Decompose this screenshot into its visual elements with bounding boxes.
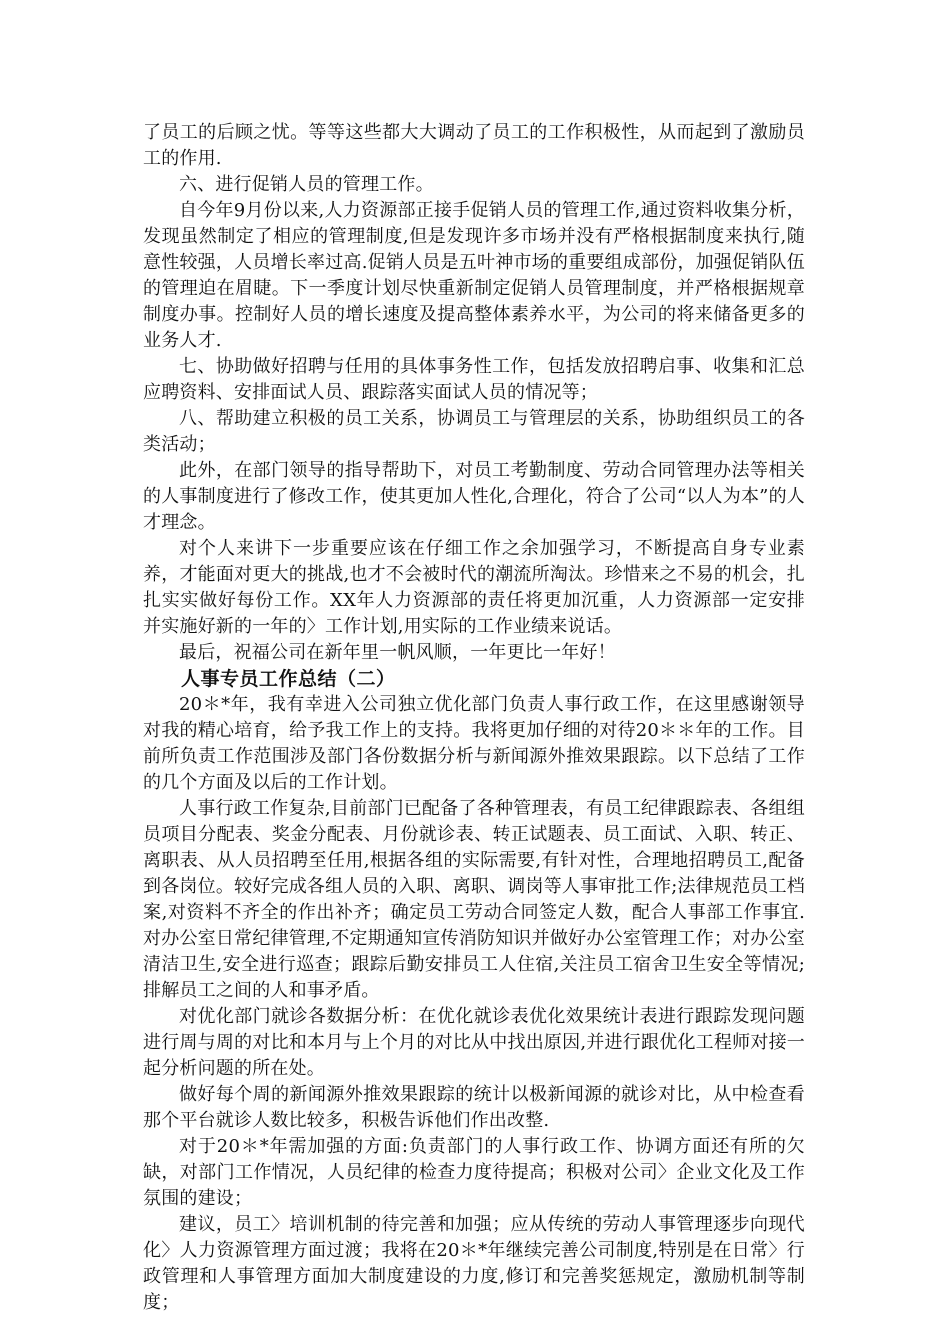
closing-paragraph: 最后，祝福公司在新年里一帆风顺，一年更比一年好！ bbox=[179, 642, 616, 663]
paragraph: 对个人来讲下一步重要应该在仔细工作之余加强学习，不断提高自身专业素养，才能面对更大的挑战,也才不会被时代的潮流所淘汰。珍惜来之不易的机会，扎扎实实做好每份工作。XX年人力资源部的责任将更加沉重，人力资源部一定安排并实施好新的一年的〉工作计划,用实际的工作业绩来说话。 bbox=[143, 538, 805, 637]
section-seven-paragraph: 七、协助做好招聘与任用的具体事务性工作，包括发放招聘启事、收集和汇总应聘资料、安排面试人员、跟踪落实面试人员的情况等； bbox=[143, 356, 805, 403]
paragraph: 建议，员工〉培训机制的待完善和加强；应从传统的劳动人事管理逐步向现代化〉人力资源管理方面过渡；我将在20＊*年继续完善公司制度,特别是在日常〉行政管理和人事管理方面加大制度建设的力度,修订和完善奖惩规定，激励机制等制度； bbox=[143, 1214, 805, 1313]
paragraph-continuation: 了员工的后顾之忧。等等这些都大大调动了员工的工作积极性，从而起到了激励员工的作用. bbox=[143, 122, 805, 169]
paragraph: 人事行政工作复杂,目前部门已配备了各种管理表，有员工纪律跟踪表、各组组员项目分配表、奖金分配表、月份就诊表、转正试题表、员工面试、入职、转正、离职表、从人员招聘至任用,根据各组的实际需要,有针对性，合理地招聘员工,配备到各岗位。较好完成各组人员的入职、离职、调岗等人事审批工作;法律规范员工档案,对资料不齐全的作出补齐；确定员工劳动合同签定人数，配合人事部工作事宜.对办公室日常纪律管理,不定期通知宣传消防知识并做好办公室管理工作；对办公室清洁卫生,安全进行巡查；跟踪后勤安排员工人住宿,关注员工宿舍卫生安全等情况;排解员工之间的人和事矛盾。 bbox=[143, 798, 805, 1001]
paragraph: 自今年9月份以来,人力资源部正接手促销人员的管理工作,通过资料收集分析，发现虽然制定了相应的管理制度,但是发现许多市场并没有严格根据制度来执行,随意性较强，人员增长率过高.促销人员是五叶神市场的重要组成部份，加强促销队伍的管理迫在眉睫。下一季度计划尽快重新制定促销人员管理制度，并严格根据规章制度办事。控制好人员的增长速度及提高整体素养水平，为公司的将来储备更多的业务人才. bbox=[143, 200, 805, 351]
paragraph: 对于20＊*年需加强的方面:负责部门的人事行政工作、协调方面还有所的欠缺，对部门工作情况，人员纪律的检查力度待提高；积极对公司〉企业文化及工作氛围的建设； bbox=[143, 1136, 805, 1209]
paragraph: 做好每个周的新闻源外推效果跟踪的统计以极新闻源的就诊对比，从中检查看那个平台就诊人数比较多，积极告诉他们作出改整. bbox=[143, 1084, 805, 1131]
section-eight-paragraph: 八、帮助建立积极的员工关系，协调员工与管理层的关系，协助组织员工的各类活动； bbox=[143, 408, 805, 455]
document-page bbox=[143, 120, 805, 1316]
paragraph: 此外，在部门领导的指导帮助下，对员工考勤制度、劳动合同管理办法等相关的人事制度进行了修改工作，使其更加人性化,合理化，符合了公司“以人为本”的人才理念。 bbox=[143, 460, 805, 533]
section-six-title: 六、进行促销人员的管理工作。 bbox=[179, 174, 434, 195]
paragraph: 20＊*年，我有幸进入公司独立优化部门负责人事行政工作，在这里感谢领导对我的精心培育，给予我工作上的支持。我将更加仔细的对待20＊＊年的工作。目前所负责工作范围涉及部门各份数据分析与新闻源外推效果跟踪。以下总结了工作的几个方面及以后的工作计划。 bbox=[143, 694, 805, 793]
section-heading: 人事专员工作总结（二） bbox=[181, 668, 396, 690]
paragraph: 对优化部门就诊各数据分析：在优化就诊表优化效果统计表进行跟踪发现问题进行周与周的对比和本月与上个月的对比从中找出原因,并进行跟优化工程师对接一起分析问题的所在处。 bbox=[143, 1006, 805, 1079]
